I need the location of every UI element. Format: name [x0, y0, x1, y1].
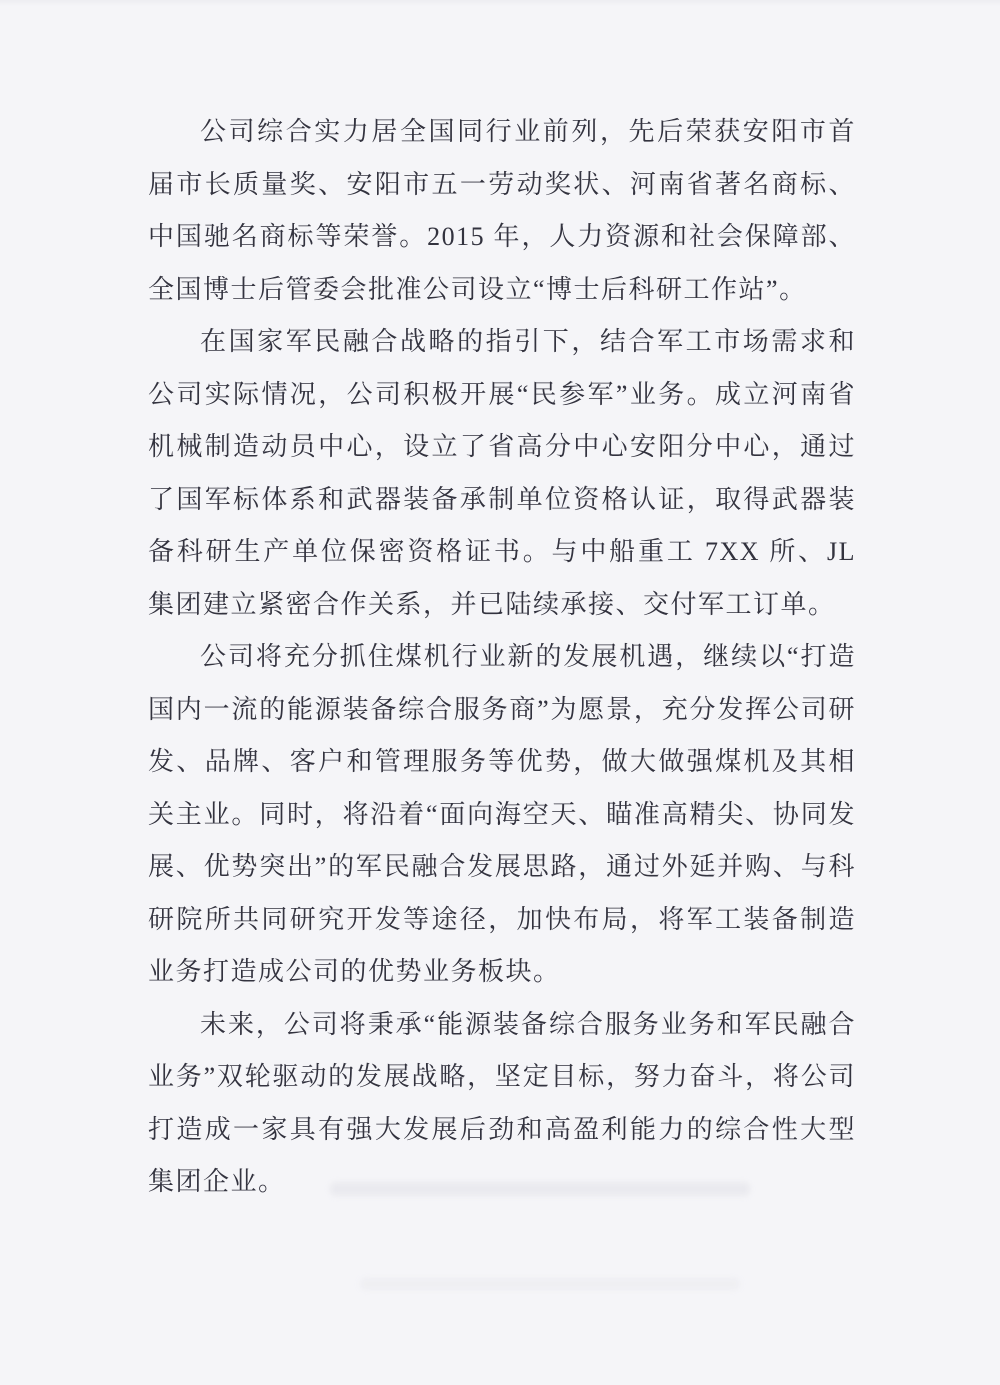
paragraph-military-civilian-integration: 在国家军民融合战略的指引下，结合军工市场需求和公司实际情况，公司积极开展“民参军”业务。成立河南省机械制造动员中心，设立了省高分中心安阳分中心，通过了国军标体系和武器装备承制单位资格认证，取得武器装备科研生产单位保密资格证书。与中船重工 7XX 所、JL 集团建立紧密合作关系，并已陆续承接、交付军工订单。: [148, 327, 856, 619]
scan-bleed-through-artifact: [360, 1278, 740, 1290]
paragraph-future-vision: 未来，公司将秉承“能源装备综合服务业务和军民融合业务”双轮驱动的发展战略，坚定目标，努力奋斗，将公司打造成一家具有强大发展后劲和高盈利能力的综合性大型集团企业。: [148, 1009, 856, 1196]
paragraph-coal-machinery-strategy: 公司将充分抓住煤机行业新的发展机遇，继续以“打造国内一流的能源装备综合服务商”为愿景，充分发挥公司研发、品牌、客户和管理服务等优势，做大做强煤机及其相关主业。同时，将沿着“面向海空天、瞄准高精尖、协同发展、优势突出”的军民融合发展思路，通过外延并购、与科研院所共同研究开发等途径，加快布局，将军工装备制造业务打造成公司的优势业务板块。: [148, 642, 856, 986]
document-body-text: [148, 106, 856, 1209]
paragraph-company-honors: 公司综合实力居全国同行业前列，先后荣获安阳市首届市长质量奖、安阳市五一劳动奖状、河南省著名商标、中国驰名商标等荣誉。2015 年，人力资源和社会保障部、全国博士后管委会批准公司设立“博士后科研工作站”。: [148, 117, 856, 304]
